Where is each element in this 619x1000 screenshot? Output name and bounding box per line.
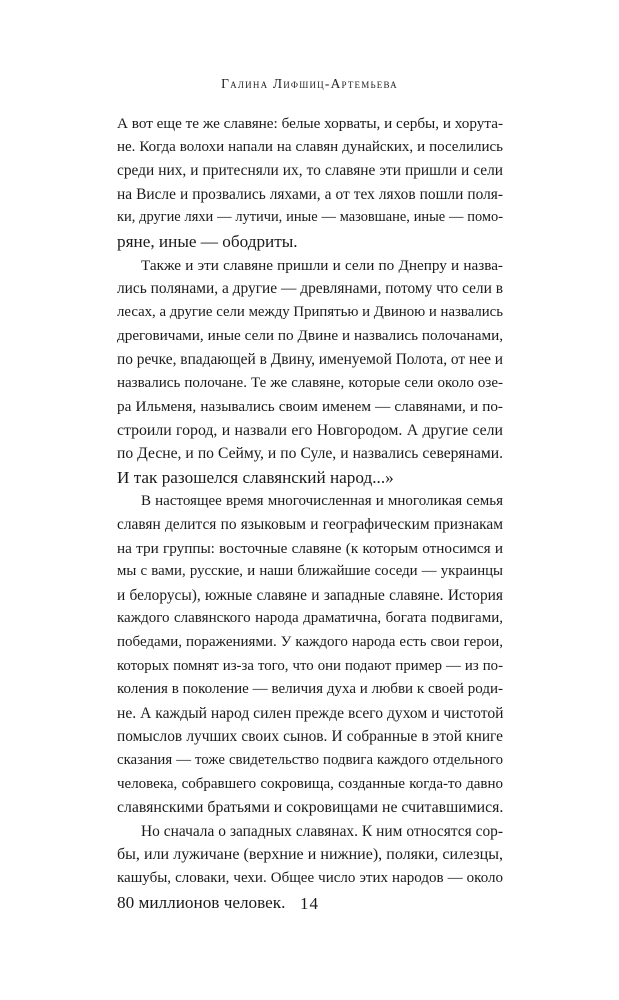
text-line: 80 миллионов человек. — [117, 892, 286, 912]
text-line: по речке, впадающей в Двину, именуемой Полота, от нее и — [117, 350, 503, 368]
text-line: Также и эти славяне пришли и сели по Днепру и назва- — [141, 256, 503, 274]
running-header: Галина Лифшиц-Артемьева — [221, 76, 398, 91]
text-line: не. А каждый народ силен прежде всего духом и чистотой — [117, 704, 504, 722]
text-line: славян делится по языковым и географическим признакам — [117, 516, 503, 534]
body-text — [117, 112, 503, 914]
text-line: победами, поражениями. У каждого народа есть свои герои, — [117, 634, 503, 651]
text-line: дреговичами, иные сели по Двине и назвались полочанами, — [117, 327, 503, 345]
text-line: помыслов лучших своих сынов. И собранные в этой книге — [117, 728, 503, 746]
text-line: человека, собравшего сокровища, созданные когда-то давно — [117, 775, 503, 792]
text-line: назвались полочане. Те же славяне, которые сели около озе- — [117, 374, 503, 391]
text-line: среди них, и притесняли их, то славяне эти пришли и сели — [117, 162, 503, 180]
text-line: каждого славянского народа драматична, богата подвигами, — [117, 610, 503, 627]
text-line: строили город, и назвали его Новгородом. А другие сели — [117, 421, 503, 439]
text-line: лись полянами, а другие — древлянами, потому что сели в — [117, 280, 503, 298]
paragraph-3 — [117, 490, 503, 820]
text-line: А вот еще те же славяне: белые хорваты, и сербы, и хорута- — [117, 115, 503, 132]
text-line: на Висле и прозвались ляхами, а от тех ляхов пошли поля- — [117, 185, 503, 203]
text-line: по Десне, и по Сейму, и по Суле, и назвались северянами. — [117, 445, 503, 463]
text-line: мы с вами, русские, и наши ближайшие соседи — украинцы — [117, 563, 503, 580]
text-line: В настоящее время многочисленная и многоликая семья — [141, 492, 503, 509]
text-line: на три группы: восточные славяне (к которым относимся и — [117, 539, 503, 557]
text-line: сказания — тоже свидетельство подвига каждого отдельного — [117, 752, 503, 769]
text-line: славянскими братьями и сокровищами не считавшимися. — [117, 799, 504, 817]
text-line: коления в поколение — величия духа и любви к своей роди- — [117, 681, 503, 698]
paragraph-1 — [117, 112, 503, 254]
text-line: не. Когда волохи напали на славян дунайских, и поселились — [117, 138, 503, 155]
text-line: ряне, иные — ободриты. — [117, 231, 298, 251]
text-line: бы, или лужичане (верхние и нижние), поляки, силезцы, — [117, 846, 503, 864]
paragraph-2 — [117, 254, 503, 490]
text-line: кашубы, словаки, чехи. Общее число этих народов — около — [117, 870, 503, 886]
text-line: Но сначала о западных славянах. К ним относятся сор- — [141, 822, 503, 840]
page-number: 14 — [300, 894, 319, 913]
text-line: И так разошелся славянский народ...» — [117, 467, 394, 487]
text-line: и белорусы), южные славяне и западные славяне. История — [117, 586, 503, 604]
text-line: ра Ильменя, назывались своим именем — славянами, и по- — [117, 398, 503, 416]
text-line: которых помнят из-за того, что они подают пример — из по- — [117, 657, 503, 674]
text-line: лесах, а другие сели между Припятью и Двиною и назвались — [117, 303, 503, 320]
text-line: ки, другие ляхи — лутичи, иные — мазовшане, иные — помо- — [117, 209, 503, 226]
